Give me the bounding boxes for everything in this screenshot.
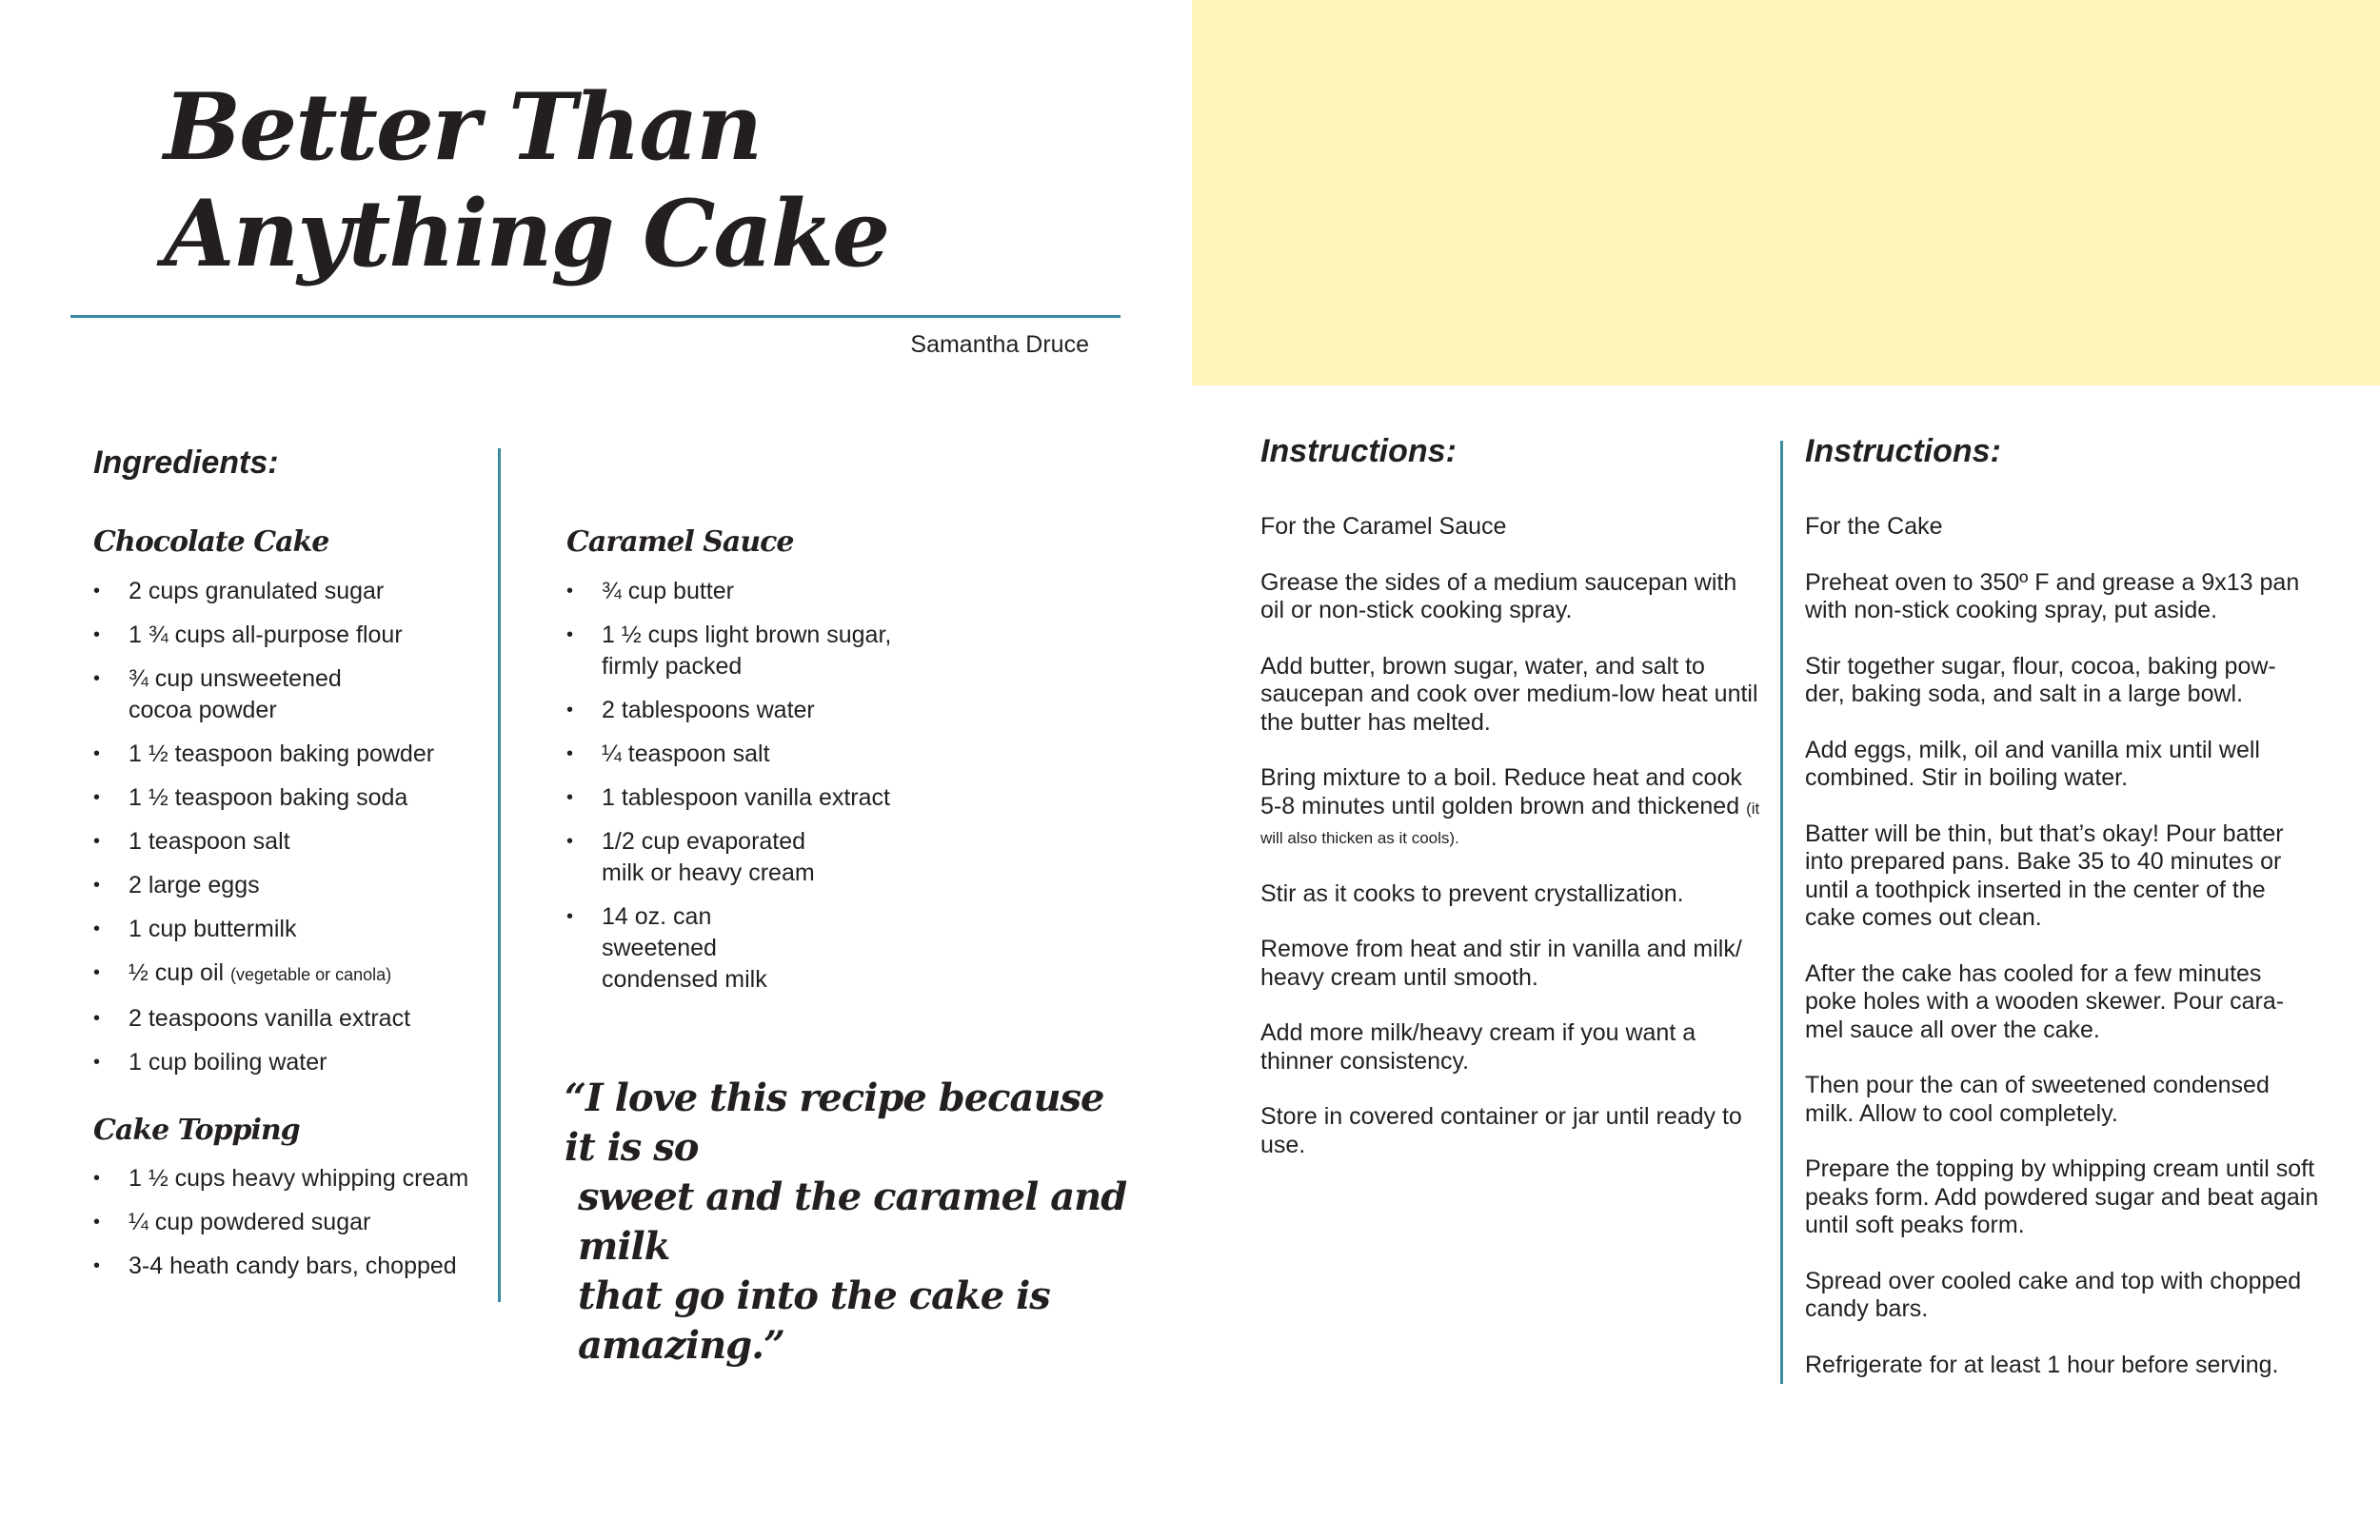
cake-instructions bbox=[1805, 513, 2319, 1407]
author-name: Samantha Druce bbox=[910, 331, 1089, 358]
list-item: • 3-4 heath candy bars, chopped bbox=[93, 1251, 493, 1282]
list-item: • 14 oz. can sweetened condensed milk bbox=[566, 901, 966, 996]
list-item: • 1 tablespoon vanilla extract bbox=[566, 782, 966, 814]
instruction-step: Stir as it cooks to prevent crystallization. bbox=[1260, 879, 1684, 907]
cake-instructions-heading: Instructions: bbox=[1805, 433, 2001, 469]
instruction-step: Refrigerate for at least 1 hour before serving. bbox=[1805, 1351, 2279, 1378]
title-line-2: Anything Cake bbox=[164, 180, 889, 287]
list-item: • 1 cup buttermilk bbox=[93, 914, 493, 945]
list-item: • 1 ½ cups heavy whipping cream bbox=[93, 1163, 493, 1194]
instruction-step: Remove from heat and stir in vanilla and milk/ heavy cream until smooth. bbox=[1260, 936, 1742, 991]
list-item: • 1/2 cup evaporated milk or heavy cream bbox=[566, 826, 966, 889]
quote-line-2: sweet and the caramel and milk bbox=[578, 1175, 1127, 1269]
instruction-step: Add butter, brown sugar, water, and salt to saucepan and cook over medium-low heat until the butter has melted. bbox=[1260, 652, 1758, 736]
caramel-instructions bbox=[1260, 513, 1765, 1187]
list-item: • ¼ teaspoon salt bbox=[566, 739, 966, 770]
cake-topping-heading: Cake Topping bbox=[93, 1114, 300, 1147]
chocolate-cake-list bbox=[93, 576, 493, 1091]
yellow-panel bbox=[1192, 0, 2380, 385]
instruction-step: Stir together sugar, flour, cocoa, baking pow- der, baking soda, and salt in a large bowl. bbox=[1805, 652, 2276, 707]
list-item: • ¾ cup butter bbox=[566, 576, 966, 607]
cake-topping-list bbox=[93, 1163, 493, 1294]
instruction-step: Spread over cooled cake and top with chopped candy bars. bbox=[1805, 1267, 2302, 1322]
instruction-step: Batter will be thin, but that’s okay! Pour batter into prepared pans. Bake 35 to 40 minutes or until a toothpick inserted in the center of the cake comes out clean. bbox=[1805, 819, 2284, 931]
list-item: • 2 large eggs bbox=[93, 870, 493, 901]
column-divider bbox=[498, 448, 501, 1302]
caramel-sauce-heading: Caramel Sauce bbox=[566, 525, 794, 559]
list-item: • 1 cup boiling water bbox=[93, 1047, 493, 1078]
caramel-sauce-list bbox=[566, 576, 966, 1008]
chocolate-cake-heading: Chocolate Cake bbox=[93, 525, 329, 559]
list-item: • 1 ¾ cups all-purpose flour bbox=[93, 620, 493, 651]
caramel-instructions-heading: Instructions: bbox=[1260, 433, 1457, 469]
caramel-instructions-lead: For the Caramel Sauce bbox=[1260, 513, 1507, 540]
pull-quote bbox=[565, 1074, 1136, 1371]
list-item: • ¾ cup unsweetened cocoa powder bbox=[93, 663, 493, 726]
ingredients-heading: Ingredients: bbox=[93, 444, 279, 481]
instruction-step: Store in covered container or jar until ready to use. bbox=[1260, 1103, 1742, 1158]
list-item: • 1 ½ teaspoon baking powder bbox=[93, 739, 493, 770]
instruction-step: Add more milk/heavy cream if you want a thinner consistency. bbox=[1260, 1019, 1696, 1075]
list-item: • 1 ½ cups light brown sugar, firmly packed bbox=[566, 620, 966, 682]
title-divider bbox=[70, 315, 1121, 318]
page-title bbox=[164, 74, 1116, 287]
list-item: • ½ cup oil (vegetable or canola) bbox=[93, 958, 493, 991]
instruction-step: Prepare the topping by whipping cream until soft peaks form. Add powdered sugar and beat again until soft peaks form. bbox=[1805, 1155, 2319, 1238]
instruction-step: Then pour the can of sweetened condensed milk. Allow to cool completely. bbox=[1805, 1072, 2270, 1127]
title-line-1: Better Than bbox=[164, 73, 762, 181]
list-item: • 2 teaspoons vanilla extract bbox=[93, 1003, 493, 1035]
list-item: • ¼ cup powdered sugar bbox=[93, 1207, 493, 1238]
list-item: • 1 teaspoon salt bbox=[93, 826, 493, 858]
instruction-step: After the cake has cooled for a few minutes poke holes with a wooden skewer. Pour cara- mel sauce all over the cake. bbox=[1805, 959, 2285, 1043]
instruction-step: Bring mixture to a boil. Reduce heat and cook 5-8 minutes until golden brown and thickened (it will also thicken as it cools). bbox=[1260, 764, 1760, 847]
instruction-step: Add eggs, milk, oil and vanilla mix until well combined. Stir in boiling water. bbox=[1805, 736, 2260, 791]
quote-line-3: that go into the cake is amazing.” bbox=[578, 1273, 1050, 1368]
list-item: • 1 ½ teaspoon baking soda bbox=[93, 782, 493, 814]
quote-line-1: “I love this recipe because it is so bbox=[565, 1076, 1104, 1170]
instructions-divider bbox=[1780, 441, 1783, 1384]
list-item: • 2 tablespoons water bbox=[566, 695, 966, 726]
instruction-step: Grease the sides of a medium saucepan with oil or non-stick cooking spray. bbox=[1260, 568, 1737, 623]
instruction-step: Preheat oven to 350º F and grease a 9x13 pan with non-stick cooking spray, put aside. bbox=[1805, 568, 2300, 623]
list-item: • 2 cups granulated sugar bbox=[93, 576, 493, 607]
cake-instructions-lead: For the Cake bbox=[1805, 513, 1943, 540]
